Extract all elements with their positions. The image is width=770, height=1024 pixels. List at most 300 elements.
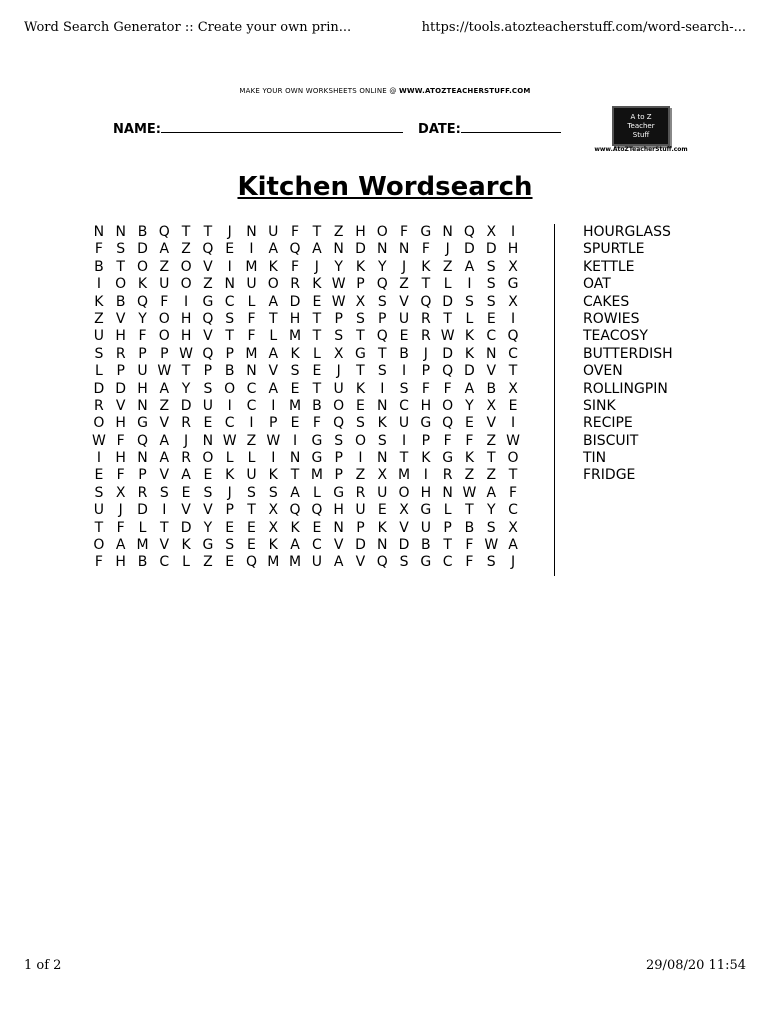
grid-letter: Q [202,345,214,362]
grid-letter: T [225,328,234,345]
grid-letter: V [159,415,170,432]
atoz-logo [612,106,670,146]
grid-letter: P [269,415,278,432]
grid-letter: E [312,519,322,536]
grid-letter: U [398,415,410,432]
grid-letter: N [442,224,453,240]
grid-letter: T [377,345,387,362]
grid-letter: T [508,363,518,380]
grid-letter: J [118,502,123,519]
grid-letter: P [421,363,431,380]
grid-letter: N [333,241,344,258]
grid-letter: P [225,502,234,519]
grid-letter: V [181,502,191,519]
grid-letter: E [377,502,387,519]
grid-letter: V [333,537,344,554]
grid-letter: S [399,380,409,397]
grid-letter: Y [334,258,343,275]
grid-letter: K [464,345,475,362]
grid-letter: I [96,276,101,293]
grid-letter: J [227,224,232,240]
grid-letter: Z [333,224,344,240]
grid-letter: A [268,241,279,258]
grid-letter: F [138,328,147,345]
word-list-item: OVEN [583,363,623,380]
grid-letter: I [227,258,232,275]
grid-letter: Z [203,276,213,293]
grid-letter: P [421,432,431,449]
grid-letter: F [421,380,430,397]
grid-letter: W [331,276,346,293]
word-list [583,224,673,485]
grid-letter: G [202,537,214,554]
grid-letter: L [465,310,474,327]
grid-letter: U [246,467,257,484]
promo-prefix: MAKE YOUR OWN WORKSHEETS ONLINE @ [239,87,399,95]
grid-letter: K [181,537,191,554]
grid-letter: X [486,397,497,414]
grid-letter: T [508,467,518,484]
grid-letter: C [311,537,322,554]
grid-letter: C [246,397,257,414]
grid-row [88,398,540,415]
grid-letter: H [180,310,192,327]
grid-letter: I [271,397,276,414]
grid-letter: R [355,484,366,501]
grid-letter: Z [203,554,213,571]
grid-letter: T [94,519,104,536]
grid-letter: U [159,276,170,293]
grid-letter: Z [181,241,191,258]
grid-letter: P [334,450,343,467]
grid-letter: E [247,519,256,536]
grid-letter: V [203,502,213,519]
grid-letter: K [268,258,278,275]
grid-letter: A [181,467,191,484]
grid-row [88,363,540,380]
grid-letter: B [94,258,104,275]
page-count: 1 of 2 [24,958,62,973]
grid-letter: Z [464,467,475,484]
grid-letter: X [333,345,344,362]
grid-letter: N [442,484,453,501]
grid-letter: X [377,467,388,484]
grid-letter: F [465,537,474,554]
grid-letter: X [268,502,279,519]
grid-letter: Z [246,432,257,449]
grid-letter: E [225,519,235,536]
grid-letter: J [445,241,450,258]
grid-letter: C [224,293,235,310]
grid-letter: X [508,519,518,536]
grid-row [88,433,540,450]
grid-letter: G [137,415,148,432]
grid-row [88,485,540,502]
grid-letter: F [465,432,474,449]
grid-letter: K [464,328,475,345]
grid-letter: V [203,328,213,345]
grid-letter: P [225,345,234,362]
grid-letter: A [268,293,279,310]
grid-letter: F [247,310,256,327]
word-list-item: ROLLINGPIN [583,380,668,397]
grid-letter: M [289,397,302,414]
grid-letter: O [398,484,410,501]
grid-letter: K [355,258,366,275]
grid-letter: M [136,537,149,554]
grid-letter: I [510,224,516,240]
grid-row [88,328,540,345]
grid-letter: K [268,467,278,484]
grid-letter: R [420,310,431,327]
grid-letter: I [249,241,254,258]
grid-letter: E [94,467,104,484]
grid-letter: A [508,537,518,554]
grid-letter: Q [463,224,475,240]
grid-letter: X [508,380,518,397]
grid-letter: E [486,310,496,327]
grid-letter: A [290,484,300,501]
grid-letter: U [355,502,366,519]
grid-letter: R [181,450,191,467]
grid-letter: E [312,293,322,310]
grid-letter: O [158,310,170,327]
grid-letter: R [442,467,453,484]
grid-letter: A [268,345,279,362]
grid-letter: S [486,519,496,536]
grid-letter: S [268,484,278,501]
grid-letter: D [93,380,105,397]
grid-letter: E [247,537,256,554]
grid-letter: J [510,554,516,571]
grid-letter: S [94,484,104,501]
grid-letter: W [331,293,346,310]
grid-letter: L [225,450,234,467]
date-label: DATE: [418,122,461,137]
grid-letter: D [137,241,148,258]
grid-letter: C [508,345,518,362]
grid-letter: E [465,415,474,432]
grid-letter: B [137,554,148,571]
grid-letter: H [137,380,148,397]
grid-letter: F [400,224,409,240]
grid-letter: U [202,397,213,414]
grid-letter: V [115,310,126,327]
grid-letter: P [116,363,125,380]
grid-letter: Z [399,276,409,293]
grid-letter: Z [159,258,170,275]
grid-letter: F [509,484,518,501]
grid-letter: Q [333,415,345,432]
grid-row [88,415,540,432]
grid-letter: P [160,345,169,362]
grid-letter: Q [202,310,214,327]
logo-url: www.AtoZTeacherStuff.com [594,146,688,153]
grid-letter: T [181,224,191,240]
grid-letter: E [225,554,235,571]
grid-letter: U [93,502,105,519]
grid-letter: F [443,432,452,449]
grid-letter: W [222,432,237,449]
grid-letter: T [268,310,278,327]
grid-letter: A [486,484,497,501]
grid-letter: N [398,241,410,258]
grid-letter: I [249,415,254,432]
grid-letter: X [355,293,366,310]
grid-letter: I [184,293,189,310]
grid-letter: K [464,450,475,467]
grid-letter: L [312,484,321,501]
worksheet-title: Kitchen Wordsearch [237,172,533,202]
grid-letter: R [290,276,300,293]
grid-letter: L [247,450,256,467]
grid-letter: H [333,502,344,519]
grid-letter: D [355,537,366,554]
grid-letter: M [398,467,411,484]
grid-letter: C [508,502,518,519]
grid-letter: W [440,328,455,345]
grid-letter: T [443,537,452,554]
grid-letter: N [115,224,126,240]
grid-letter: D [442,345,454,362]
grid-letter: F [116,519,125,536]
grid-letter: I [293,432,298,449]
grid-letter: F [291,258,300,275]
grid-letter: T [312,380,322,397]
grid-letter: O [180,276,192,293]
grid-letter: U [333,380,344,397]
grid-letter: O [93,537,105,554]
grid-row [88,224,540,241]
grid-letter: O [442,397,454,414]
grid-letter: Y [181,380,191,397]
grid-letter: K [137,276,148,293]
grid-letter: Z [442,258,453,275]
grid-row [88,381,540,398]
grid-letter: Q [136,293,148,310]
grid-letter: N [93,224,105,240]
grid-letter: F [465,554,474,571]
grid-letter: X [268,519,279,536]
grid-letter: T [486,450,496,467]
grid-letter: D [180,397,192,414]
print-timestamp: 29/08/20 11:54 [646,958,746,973]
grid-letter: O [507,450,519,467]
grid-letter: H [355,224,366,240]
grid-letter: N [202,432,214,449]
grid-letter: C [399,397,409,414]
grid-letter: O [93,415,105,432]
grid-letter: Y [138,310,147,327]
grid-letter: O [136,258,148,275]
grid-letter: W [91,432,106,449]
grid-letter: K [421,450,431,467]
grid-letter: X [508,258,518,275]
grid-letter: Q [202,241,214,258]
grid-letter: V [115,397,126,414]
grid-letter: N [246,224,257,240]
grid-letter: S [377,363,387,380]
grid-letter: F [291,224,300,240]
grid-letter: B [486,380,497,397]
grid-letter: N [224,276,235,293]
grid-row [88,259,540,276]
grid-letter: T [399,450,409,467]
grid-letter: A [159,241,170,258]
grid-letter: W [179,345,193,362]
grid-letter: C [224,415,235,432]
grid-letter: D [180,519,192,536]
grid-letter: Q [289,241,301,258]
grid-row [88,294,540,311]
grid-letter: Q [376,554,388,571]
grid-letter: O [115,276,127,293]
logo-line-3: Stuff [632,130,650,139]
grid-letter: K [290,519,300,536]
grid-letter: Q [311,502,323,519]
grid-letter: E [203,415,213,432]
grid-letter: S [334,432,344,449]
grid-letter: S [399,554,409,571]
grid-letter: L [94,363,103,380]
grid-letter: B [421,537,431,554]
grid-letter: I [358,450,363,467]
word-list-item: TEACOSY [583,328,648,345]
grid-letter: O [202,450,214,467]
word-list-item: CAKES [583,293,630,310]
grid-letter: Q [376,328,388,345]
grid-letter: B [224,363,235,380]
grid-row [88,450,540,467]
grid-letter: P [356,276,365,293]
grid-letter: O [267,276,279,293]
grid-letter: E [508,397,518,414]
grid-letter: S [290,363,300,380]
word-list-item: HOURGLASS [583,224,671,240]
grid-letter: E [203,467,213,484]
grid-letter: T [312,224,322,240]
grid-letter: V [203,258,213,275]
grid-letter: Y [465,397,474,414]
grid-letter: K [225,467,235,484]
grid-letter: R [420,328,431,345]
grid-letter: K [290,345,300,362]
grid-letter: I [380,380,385,397]
print-header [24,20,746,35]
grid-letter: G [333,484,345,501]
grid-letter: V [399,519,409,536]
word-list-item: ROWIES [583,310,640,327]
grid-letter: Z [94,310,104,327]
grid-letter: S [465,293,474,310]
word-list-item: KETTLE [583,258,635,275]
grid-letter: H [420,397,432,414]
grid-letter: S [203,380,213,397]
grid-letter: Z [355,467,366,484]
grid-letter: U [268,224,279,240]
grid-letter: Y [486,502,496,519]
grid-letter: O [354,432,366,449]
grid-letter: V [355,554,366,571]
grid-letter: I [510,310,516,327]
grid-letter: F [160,293,169,310]
grid-letter: A [268,380,279,397]
grid-letter: S [203,484,213,501]
grid-letter: E [312,363,322,380]
grid-letter: T [356,363,365,380]
grid-letter: R [115,345,126,362]
grid-row [88,554,540,571]
grid-letter: V [399,293,409,310]
grid-letter: L [312,345,321,362]
grid-letter: M [289,554,302,571]
grid-letter: N [333,519,344,536]
grid-letter: Z [159,397,170,414]
grid-letter: Z [486,467,497,484]
grid-letter: D [289,293,301,310]
grid-letter: Q [136,432,148,449]
grid-letter: T [116,258,125,275]
grid-letter: A [159,450,170,467]
grid-letter: K [94,293,104,310]
grid-letter: C [246,380,257,397]
grid-letter: H [289,310,301,327]
grid-row [88,467,540,484]
grid-letter: I [467,276,472,293]
grid-letter: M [289,328,302,345]
grid-letter: S [486,258,496,275]
word-list-item: OAT [583,276,611,293]
grid-divider [554,224,555,576]
grid-letter: G [202,293,214,310]
grid-letter: Q [442,363,454,380]
date-blank [461,120,561,133]
name-blank [161,120,403,133]
grid-letter: I [401,363,407,380]
grid-row [88,346,540,363]
grid-letter: C [442,554,453,571]
logo-line-2: Teacher [627,121,655,130]
grid-letter: U [377,484,388,501]
grid-letter: I [401,432,407,449]
grid-letter: I [423,467,428,484]
letter-grid [88,224,540,572]
grid-letter: S [486,554,496,571]
grid-letter: K [268,537,278,554]
grid-letter: B [399,345,409,362]
word-list-item: BISCUIT [583,432,639,449]
grid-letter: B [464,519,475,536]
grid-letter: V [486,415,497,432]
grid-letter: N [377,241,388,258]
grid-letter: U [311,554,322,571]
word-list-item: SPURTLE [583,241,645,258]
grid-letter: D [464,363,475,380]
word-list-item: SINK [583,397,616,414]
grid-row [88,241,540,258]
grid-letter: K [355,380,366,397]
grid-letter: T [247,502,256,519]
promo-site-link[interactable]: WWW.ATOZTEACHERSTUFF.COM [398,87,531,95]
grid-letter: H [420,484,432,501]
grid-letter: D [398,537,410,554]
grid-letter: D [115,380,127,397]
grid-letter: F [94,554,103,571]
grid-letter: S [377,432,387,449]
grid-letter: X [115,484,126,501]
grid-letter: H [115,415,126,432]
grid-letter: T [443,310,452,327]
